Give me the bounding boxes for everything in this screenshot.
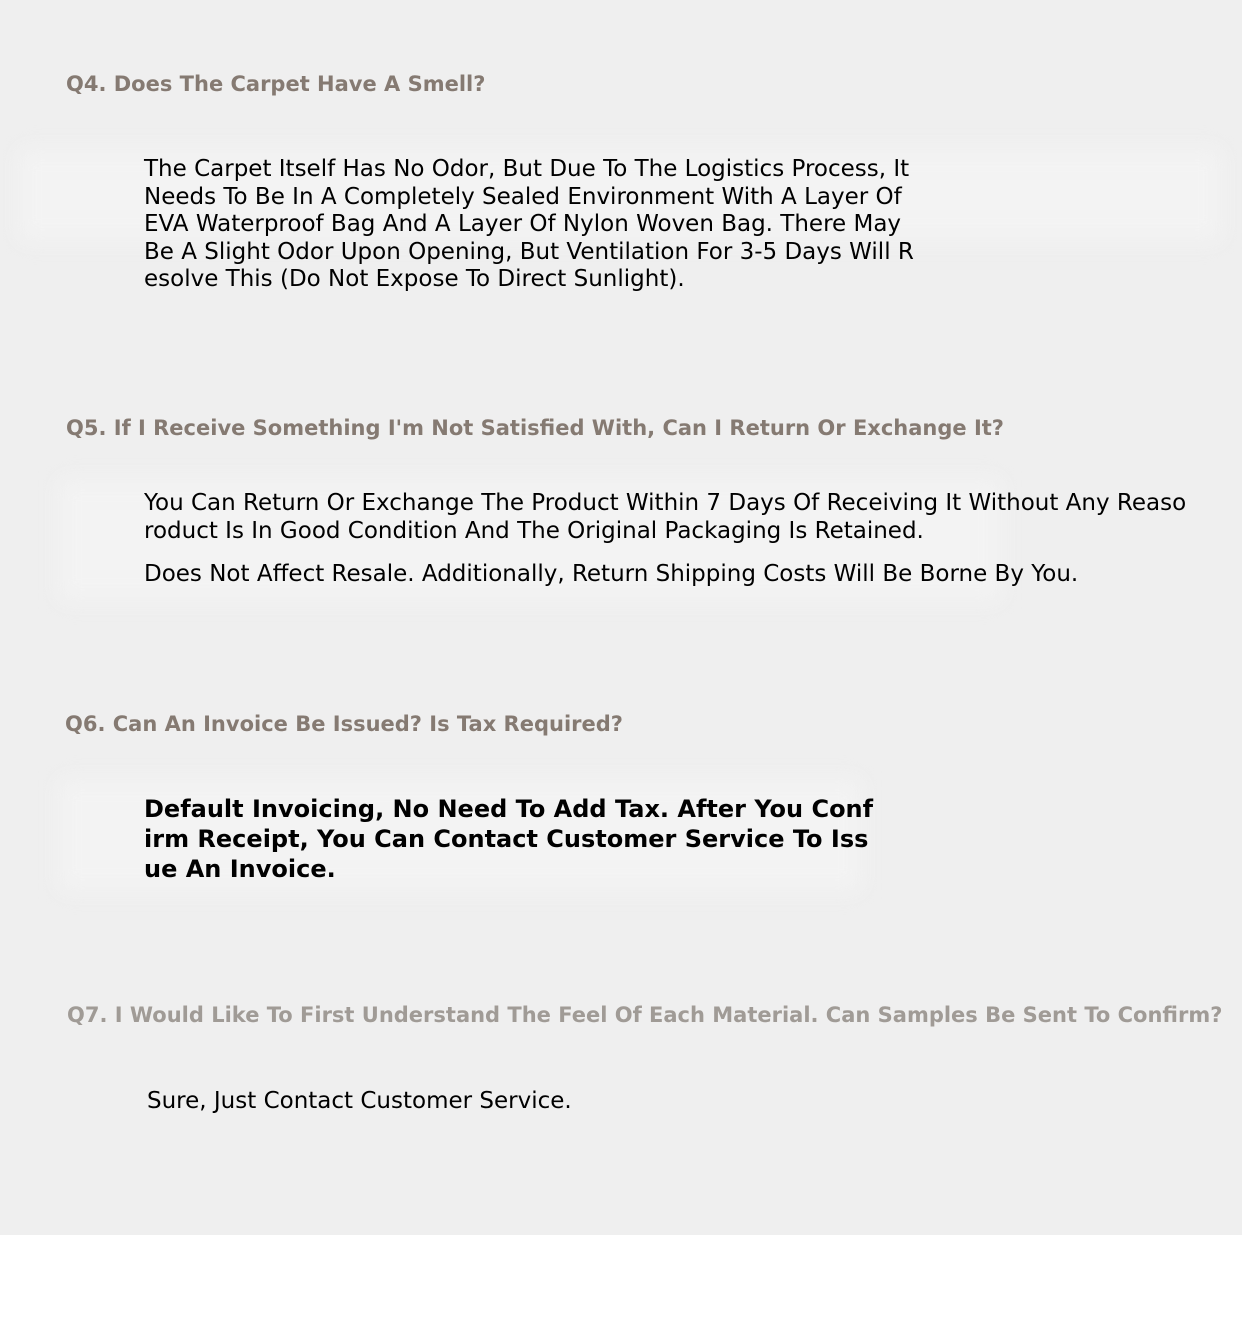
faq-answer-q5 bbox=[144, 490, 1242, 545]
faq-question-q5: Q5. If I Receive Something I'm Not Satisfied With, Can I Return Or Exchange It? bbox=[66, 416, 1004, 440]
answer-line: The Carpet Itself Has No Odor, But Due To The Logistics Process, It bbox=[144, 156, 910, 182]
faq-answer-q5-note: Does Not Affect Resale. Additionally, Return Shipping Costs Will Be Borne By You. bbox=[144, 561, 1079, 587]
answer-line: irm Receipt, You Can Contact Customer Service To Iss bbox=[144, 825, 869, 853]
faq-answer-q7 bbox=[147, 1088, 572, 1116]
answer-line: Be A Slight Odor Upon Opening, But Ventilation For 3-5 Days Will R bbox=[144, 238, 914, 265]
faq-question-q4: Q4. Does The Carpet Have A Smell? bbox=[66, 72, 486, 96]
answer-line: EVA Waterproof Bag And A Layer Of Nylon Woven Bag. There May bbox=[144, 211, 902, 237]
faq-question-q6: Q6. Can An Invoice Be Issued? Is Tax Required? bbox=[65, 712, 623, 736]
page-footer-blank bbox=[0, 1235, 1242, 1324]
faq-question-q7: Q7. I Would Like To First Understand The Feel Of Each Material. Can Samples Be Sent To Confirm? bbox=[67, 1003, 1223, 1027]
answer-line: You Can Return Or Exchange The Product Within 7 Days Of Receiving It Without Any Reaso bbox=[144, 490, 1187, 516]
faq-answer-q6 bbox=[144, 794, 874, 884]
answer-line: esolve This (Do Not Expose To Direct Sunlight). bbox=[144, 266, 685, 292]
faq-answer-q4 bbox=[144, 156, 1004, 294]
answer-line: ue An Invoice. bbox=[144, 855, 336, 883]
answer-line: Sure, Just Contact Customer Service. bbox=[147, 1088, 572, 1114]
answer-line: Needs To Be In A Completely Sealed Environment With A Layer Of bbox=[144, 183, 902, 210]
answer-line: roduct Is In Good Condition And The Original Packaging Is Retained. bbox=[144, 517, 924, 544]
answer-line: Default Invoicing, No Need To Add Tax. After You Conf bbox=[144, 795, 874, 823]
